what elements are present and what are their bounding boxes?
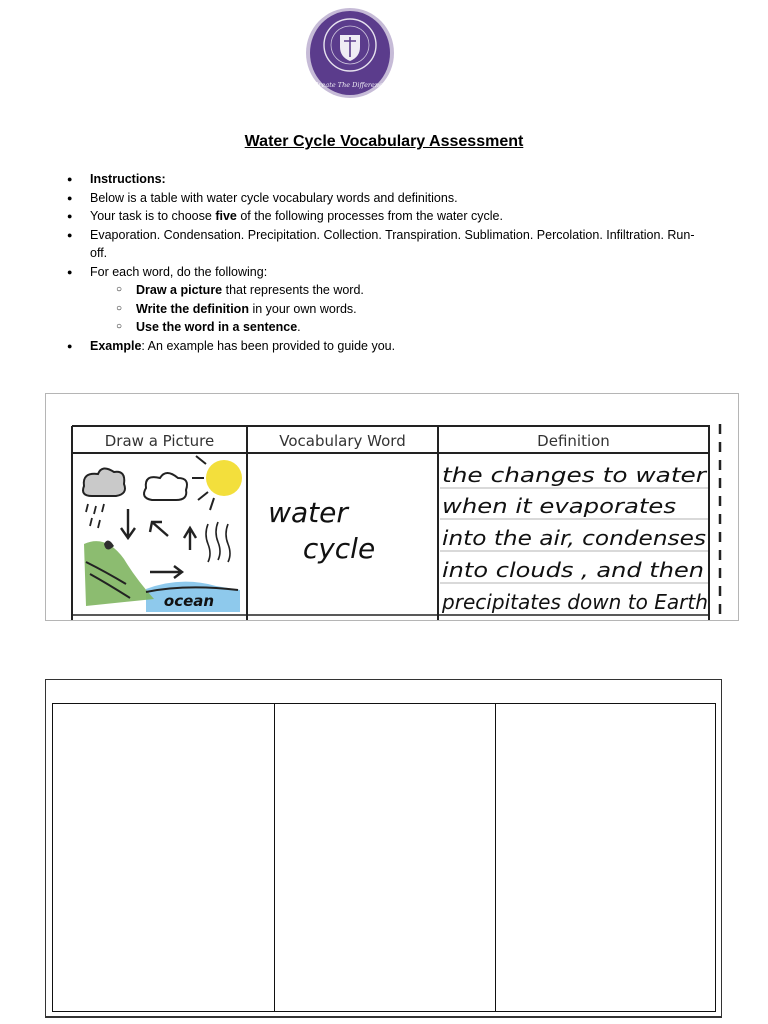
answer-cell-picture[interactable] (53, 704, 275, 1012)
answer-cell-definition[interactable] (496, 704, 716, 1012)
instruction-for-each: ● For each word, do the following: ○ Draw a picture that represents the word. ○ Write the definition in your own words. ○ Use the word in a sentence. (64, 263, 704, 337)
header-draw-a-picture: Draw a Picture (104, 432, 215, 450)
instructions-heading: ● Instructions: (64, 170, 704, 189)
step-define: ○ Write the definition in your own words. (110, 300, 704, 319)
example-word-line-1: water (268, 496, 348, 529)
header-definition: Definition (537, 432, 610, 450)
answer-table (52, 703, 716, 1012)
ocean-label: ocean (163, 592, 215, 610)
instruction-example: ● Example: An example has been provided to guide you. (64, 337, 704, 356)
definition-line: the changes to water (442, 463, 709, 487)
instruction-table-intro: ● Below is a table with water cycle vocabulary words and definitions. (64, 189, 704, 208)
definition-line: into clouds , and then (442, 558, 704, 582)
step-sentence: ○ Use the word in a sentence. (110, 318, 704, 337)
document-title: Water Cycle Vocabulary Assessment (244, 133, 524, 150)
instruction-task: ● Your task is to choose five of the following processes from the water cycle. (64, 207, 704, 226)
svg-text:Create The Difference: Create The Difference (313, 81, 387, 89)
definition-line: precipitates down to Earth (440, 590, 708, 614)
answer-cell-word[interactable] (275, 704, 496, 1012)
step-draw: ○ Draw a picture that represents the word. (110, 281, 704, 300)
school-logo (304, 5, 396, 105)
steps-list (90, 281, 704, 337)
example-image (45, 393, 739, 621)
table-row (53, 704, 716, 1012)
answer-table-frame (45, 679, 722, 1018)
header-vocabulary-word: Vocabulary Word (279, 432, 406, 450)
water-cycle-drawing (83, 456, 242, 612)
instructions-list (64, 170, 704, 355)
instruction-processes: ● Evaporation. Condensation. Precipitation. Collection. Transpiration. Sublimation. Percolation. Infiltration. Run-off. (64, 226, 704, 263)
definition-line: into the air, condenses (442, 526, 706, 550)
definition-line: when it evaporates (442, 494, 676, 518)
example-word-line-2: cycle (302, 532, 376, 565)
